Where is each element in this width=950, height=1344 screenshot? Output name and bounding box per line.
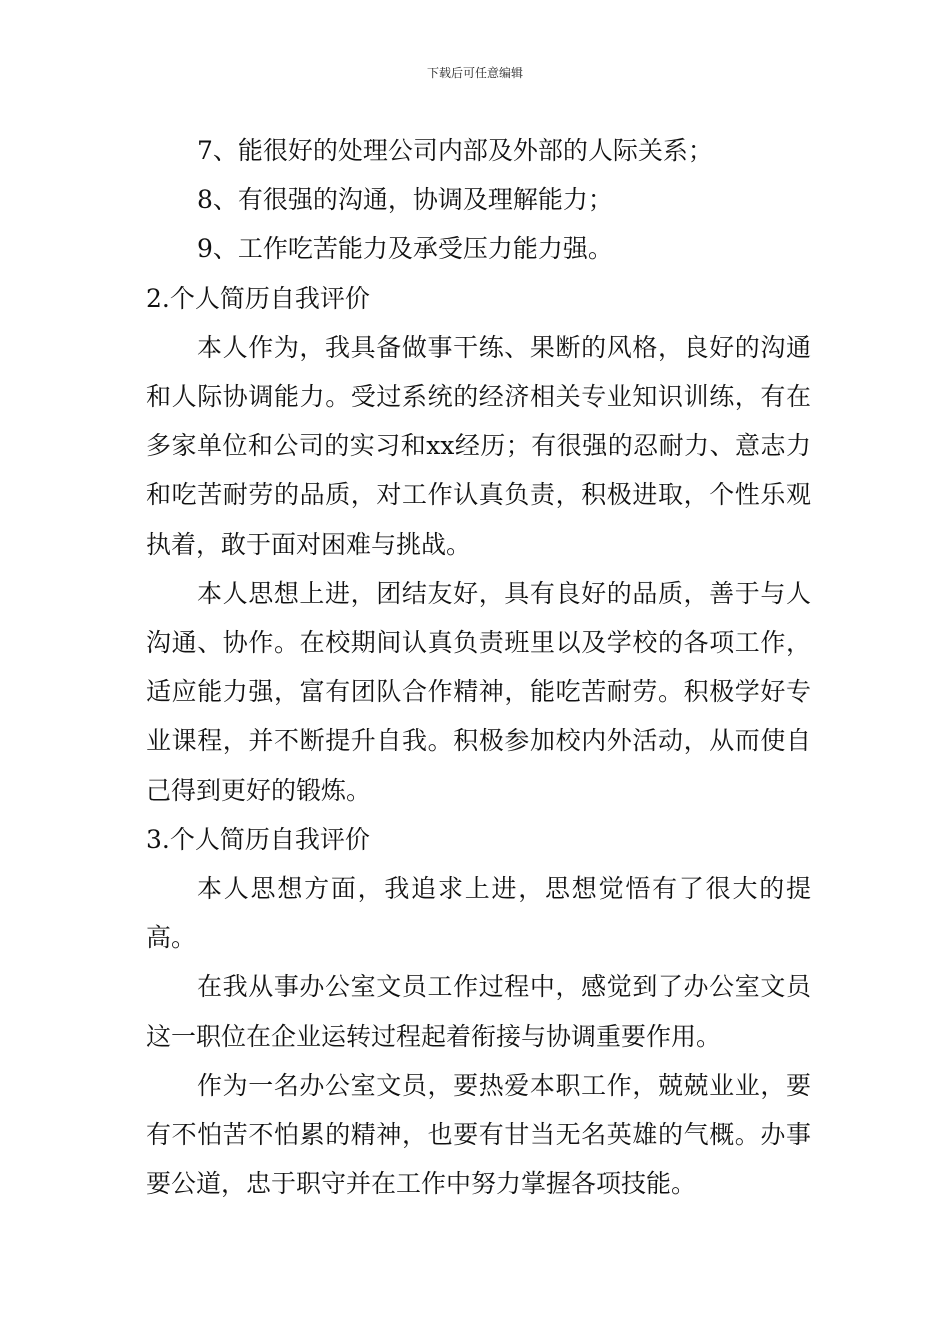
page-header: 下载后可任意编辑	[426, 66, 523, 80]
section-heading-2: 2.个人简历自我评价	[146, 283, 370, 313]
body-paragraph: 作为一名办公室文员，要热爱本职工作，兢兢业业，要有不怕苦不怕累的精神，也要有甘当无名英雄的气概。办事要公道，忠于职守并在工作中努力掌握各项技能。	[146, 1070, 811, 1199]
list-item-8: 8、有很强的沟通，协调及理解能力；	[197, 185, 613, 215]
list-item-9: 9、工作吃苦能力及承受压力能力强。	[197, 234, 613, 264]
section-heading-3: 3.个人简历自我评价	[146, 824, 370, 854]
body-paragraph: 本人作为，我具备做事干练、果断的风格，良好的沟通和人际协调能力。受过系统的经济相关专业知识训练，有在多家单位和公司的实习和xx经历；有很强的忍耐力、意志力和吃苦耐劳的品质，对工作认真负责，积极进取，个性乐观执着，敢于面对困难与挑战。	[146, 332, 811, 559]
list-item-7: 7、能很好的处理公司内部及外部的人际关系；	[197, 136, 713, 165]
document-body	[146, 126, 811, 1208]
body-paragraph: 本人思想上进，团结友好，具有良好的品质，善于与人沟通、协作。在校期间认真负责班里以及学校的各项工作，适应能力强，富有团队合作精神，能吃苦耐劳。积极学好专业课程，并不断提升自我。积极参加校内外活动，从而使自己得到更好的锻炼。	[146, 578, 811, 805]
body-paragraph: 本人思想方面，我追求上进，思想觉悟有了很大的提高。	[146, 874, 811, 953]
body-paragraph: 在我从事办公室文员工作过程中，感觉到了办公室文员这一职位在企业运转过程起着衔接与协调重要作用。	[146, 972, 811, 1051]
